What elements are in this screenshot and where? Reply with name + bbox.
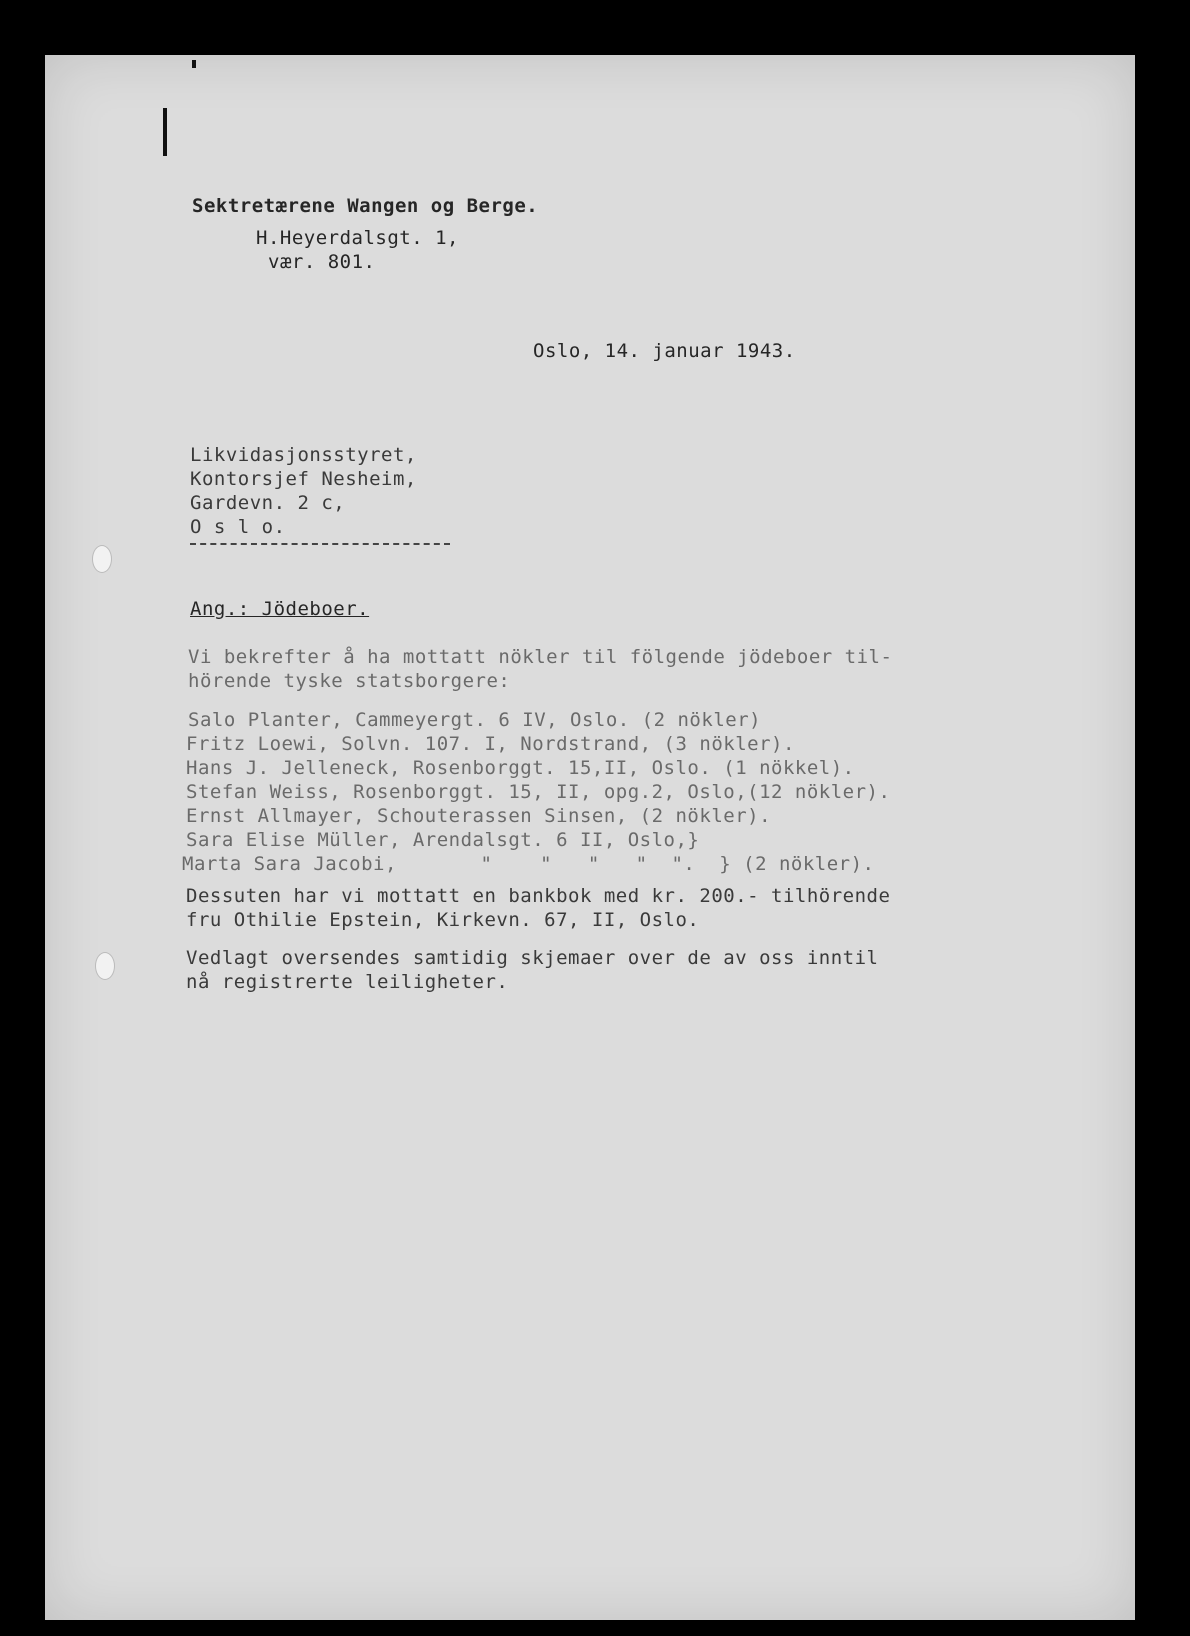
intro-line-2: hörende tyske statsborgere:	[188, 670, 511, 692]
entry-line: Hans J. Jelleneck, Rosenborggt. 15,II, Oslo. (1 nökkel).	[186, 757, 855, 779]
entry-line: Salo Planter, Cammeyergt. 6 IV, Oslo. (2 nökler)	[188, 709, 762, 731]
entry-line: Fritz Loewi, Solvn. 107. I, Nordstrand, (3 nökler).	[186, 733, 795, 755]
entry-line: Stefan Weiss, Rosenborggt. 15, II, opg.2, Oslo,(12 nökler).	[186, 781, 891, 803]
recipient-divider	[190, 543, 450, 545]
recipient-line-4: O s l o.	[190, 516, 286, 538]
recipient-line-1: Likvidasjonsstyret,	[190, 444, 417, 466]
intro-line-1: Vi bekrefter å ha mottatt nökler til fölgende jödeboer til-	[188, 646, 893, 668]
punch-hole-top	[92, 545, 112, 573]
sender-room: vær. 801.	[268, 251, 376, 273]
subject-line: Ang.: Jödeboer.	[190, 598, 370, 620]
closing-line-1: Vedlagt oversendes samtidig skjemaer over de av oss inntil	[186, 947, 879, 969]
letter-date: Oslo, 14. januar 1943.	[533, 340, 796, 362]
entry-line: Marta Sara Jacobi, " " " " ". } (2 nökler).	[182, 853, 875, 875]
recipient-line-3: Gardevn. 2 c,	[190, 492, 346, 514]
bankbook-line-1: Dessuten har vi mottatt en bankbok med kr. 200.- tilhörende	[186, 885, 891, 907]
entry-line: Ernst Allmayer, Schouterassen Sinsen, (2 nökler).	[186, 805, 772, 827]
bankbook-line-2: fru Othilie Epstein, Kirkevn. 67, II, Oslo.	[186, 909, 700, 931]
punch-hole-bottom	[95, 952, 115, 980]
sender-name: Sektretærene Wangen og Berge.	[192, 195, 539, 217]
recipient-line-2: Kontorsjef Nesheim,	[190, 468, 417, 490]
closing-line-2: nå registrerte leiligheter.	[186, 971, 509, 993]
margin-dot	[192, 60, 196, 68]
margin-mark	[163, 108, 167, 156]
sender-street: H.Heyerdalsgt. 1,	[256, 227, 459, 249]
entry-line: Sara Elise Müller, Arendalsgt. 6 II, Oslo,}	[186, 829, 700, 851]
